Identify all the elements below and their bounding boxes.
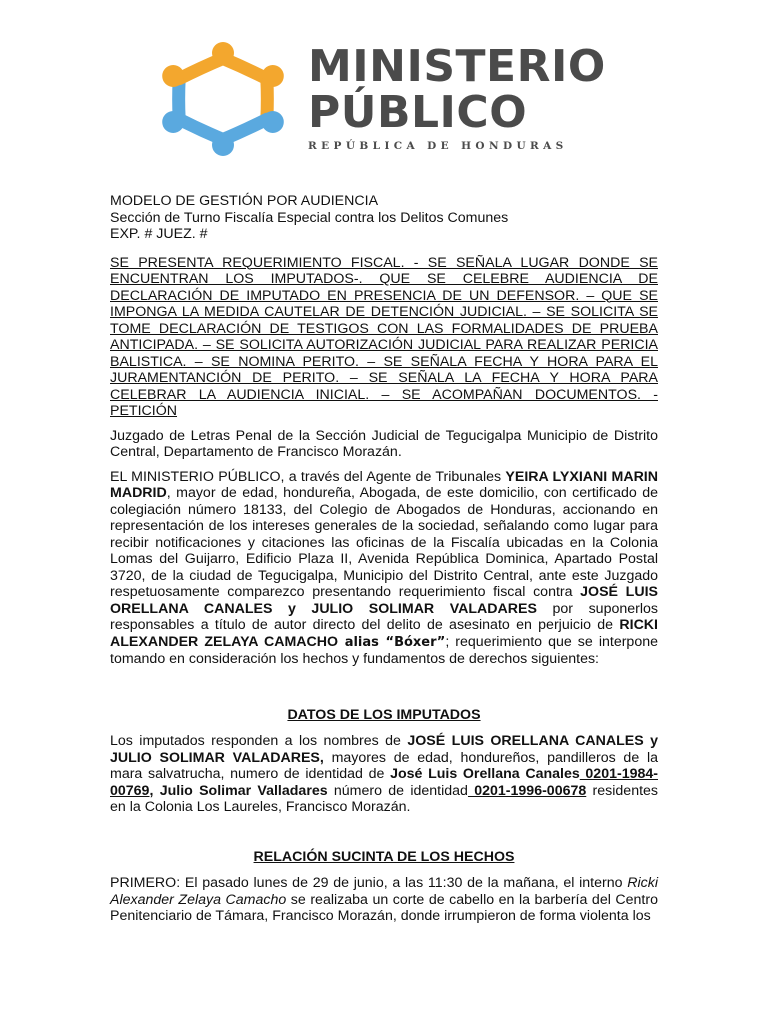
interno-name: Ricki Alexander Zelaya Camacho [110, 875, 658, 908]
hechos-text-2: se realizaba un corte de cabello en la barbería del Centro Penitenciario de Támara, Francisco Morazán, donde irrumpieron de forma violenta los [110, 891, 658, 924]
hechos-paragraph [110, 875, 658, 925]
emblem-arm-6 [179, 59, 223, 79]
emblem-head-2 [262, 65, 284, 87]
doc-header-line1: MODELO DE GESTIÓN POR AUDIENCIA [110, 193, 379, 209]
hechos-text-1: PRIMERO: El pasado lunes de 29 de junio, a las 11:30 de la mañana, el interno [110, 875, 628, 891]
section-title-hechos: RELACIÓN SUCINTA DE LOS HECHOS [253, 848, 515, 865]
imputados-text-3: número de identidad [327, 782, 468, 799]
victim-alias: alias “Bóxer” [338, 634, 446, 650]
logo-title-line1: MINISTERIO [308, 41, 606, 92]
imputado-2-name: Julio Solimar Valladares [159, 782, 328, 799]
summary-paragraph: SE PRESENTA REQUERIMIENTO FISCAL. - SE SEÑALA LUGAR DONDE SE ENCUENTRAN LOS IMPUTADOS-. QUE SE CELEBRE AUDIENCIA DE DECLARACIÓN DE IMPUTADO EN PRESENCIA DE UN DEFENSOR. – QUE SE IMPONGA LA MEDIDA CAUTELAR DE DETENCIÓN JUDICIAL. – SE SOLICITA SE TOME DECLARACIÓN DE TESTIGOS CON LAS FORMALIDADES DE PRUEBA ANTICIPADA. – SE SOLICITA AUTORIZACIÓN JUDICIAL PARA REALIZAR PERICIA BALISTICA. – SE NOMINA PERITO. – SE SEÑALA FECHA Y HORA PARA EL JURAMENTANCIÓN DE PERITO. – SE SEÑALA LA FECHA Y HORA PARA CELEBRAR LA AUDIENCIA INICIAL. – SE ACOMPAÑAN DOCUMENTOS. - PETICIÓN [110, 254, 658, 419]
ministerio-publico-logo [148, 36, 608, 166]
imputados-text-4: residentes en la Colonia Los Laureles, Francisco Morazán. [110, 782, 659, 815]
doc-header-line2: Sección de Turno Fiscalía Especial contra los Delitos Comunes [110, 209, 509, 226]
imputado-1-id: 0201-1984-00769, [110, 766, 658, 799]
intro-text-2: , mayor de edad, hondureña, Abogada, de este domicilio, con certificado de colegiación número 18133, del Colegio de Abogados de Honduras, accionando en representación de los intereses generales de la sociedad, señalando como lugar para recibir notificaciones y citaciones las oficinas de la Fiscalía ubicadas en la Colonia Lomas del Guijarro, Edificio Plaza II, Avenida República Dominica, Apartado Postal 3720, de la ciudad de Tegucigalpa, Municipio del Distrito Central, ante este Juzgado respetuosamente comparezco presentando requerimiento fiscal contra [110, 485, 658, 600]
imputados-text-2: mayores de edad, hondureños, pandilleros de la mara salvatrucha, numero de identidad de [110, 749, 658, 782]
imputado-1-name: José Luis Orellana Canales [390, 766, 580, 782]
intro-text-4: ; requerimiento que se interpone tomando en consideración los hechos y fundamentos de derechos siguientes: [110, 633, 658, 667]
agent-name: YEIRA LYXIANI MARIN MADRID [110, 468, 658, 501]
emblem-head-6 [162, 65, 184, 87]
imputados-names: JOSÉ LUIS ORELLANA CANALES y JULIO SOLIMAR VALADARES, [110, 733, 658, 766]
court-paragraph: Juzgado de Letras Penal de la Sección Judicial de Tegucigalpa Municipio de Distrito Central, Departamento de Francisco Morazán. [110, 427, 658, 460]
accused-names: JOSÉ LUIS ORELLANA CANALES y JULIO SOLIMAR VALADARES [110, 584, 658, 617]
document-body [110, 193, 658, 925]
people-circle-emblem-icon [148, 36, 298, 166]
logo-title-line2: PÚBLICO [308, 87, 528, 138]
emblem-head-5 [162, 111, 184, 133]
imputado-2-id: 0201-1996-00678 [467, 782, 587, 799]
logo-title [308, 41, 606, 138]
imputados-paragraph [110, 733, 658, 816]
emblem-head-4 [212, 134, 234, 156]
intro-text-3: por suponerlos responsables a título de autor directo del delito de asesinato en perjuicio de [110, 600, 658, 633]
section-title-imputados: DATOS DE LOS IMPUTADOS [287, 706, 481, 723]
intro-text-1: EL MINISTERIO PÚBLICO, a través del Agente de Tribunales [110, 468, 506, 485]
victim-name: RICKI ALEXANDER ZELAYA CAMACHO [110, 617, 658, 650]
intro-paragraph [110, 469, 658, 668]
emblem-head-3 [262, 111, 284, 133]
logo-subtitle: REPÚBLICA DE HONDURAS [308, 140, 568, 152]
imputados-text-1: Los imputados responden a los nombres de [110, 733, 408, 749]
doc-header-line3: EXP. # JUEZ. # [110, 226, 208, 242]
